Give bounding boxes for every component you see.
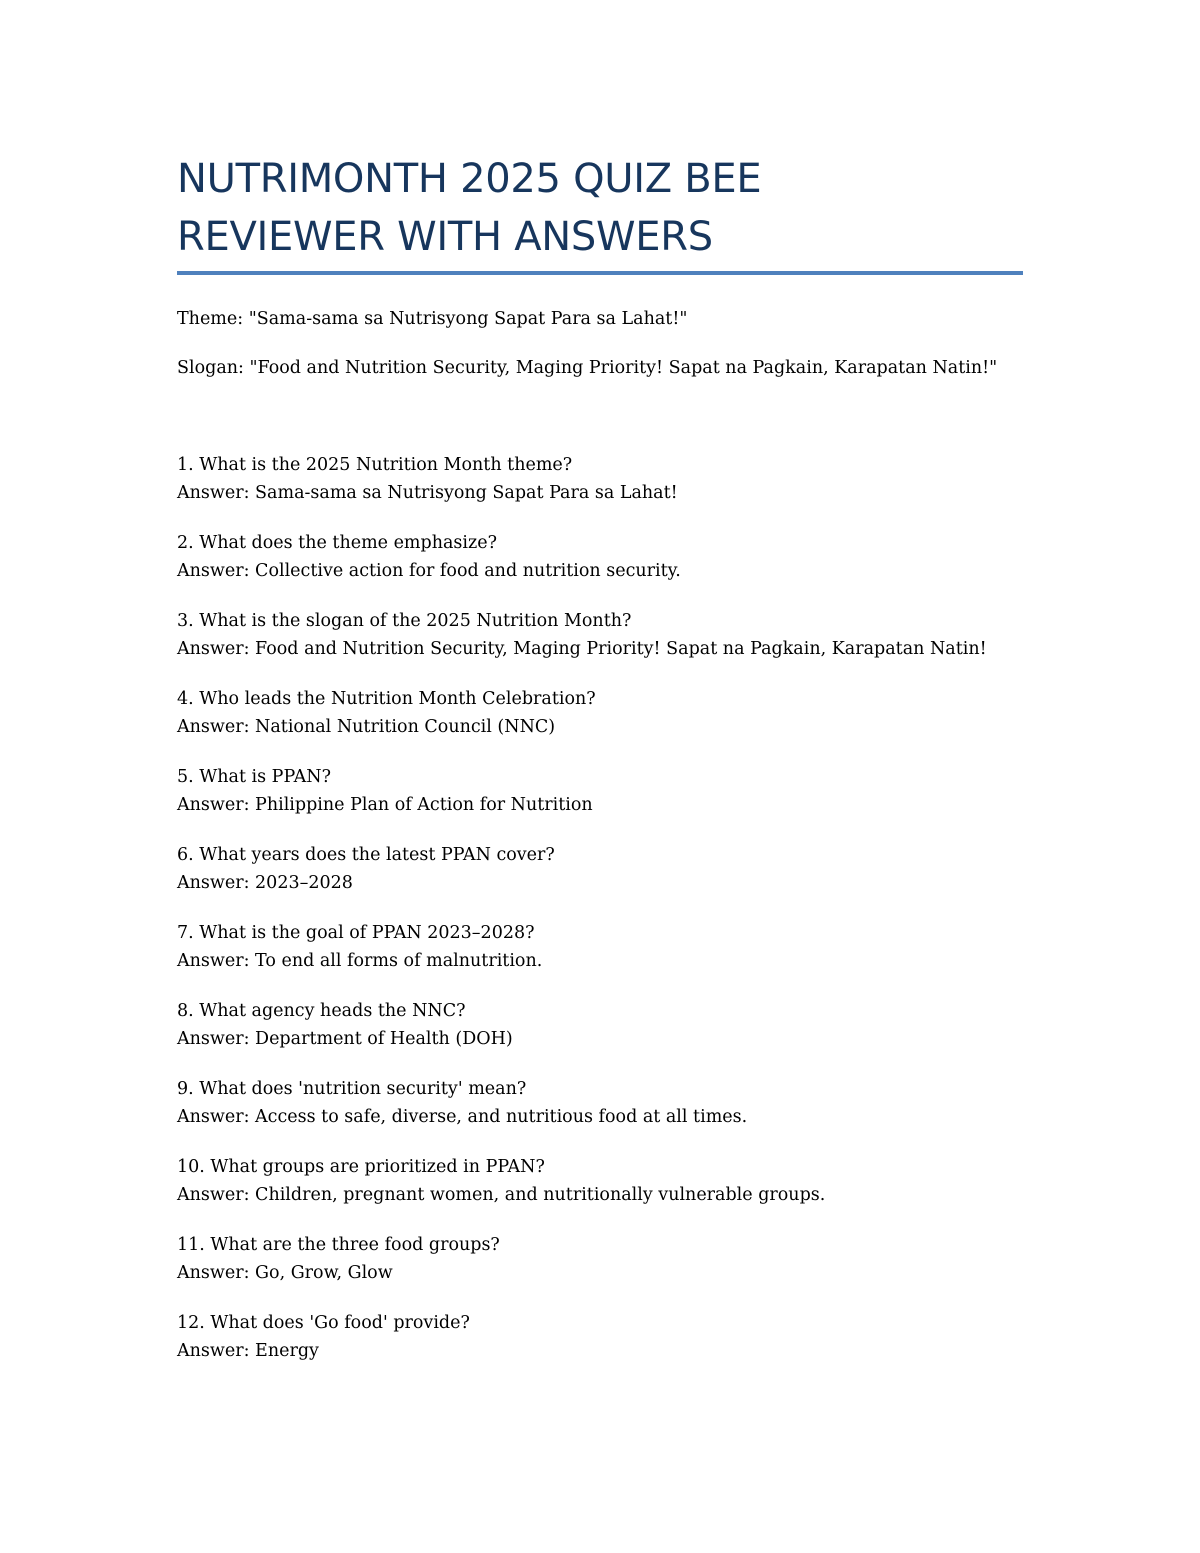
title-underline-divider bbox=[177, 271, 1023, 275]
answer-text: Answer: Energy bbox=[177, 1341, 319, 1361]
answer-text: Answer: Access to safe, diverse, and nutritious food at all times. bbox=[177, 1107, 748, 1127]
answer-text: Answer: Children, pregnant women, and nutritionally vulnerable groups. bbox=[177, 1185, 826, 1205]
answer-text: Answer: Go, Grow, Glow bbox=[177, 1263, 393, 1283]
qa-item bbox=[177, 685, 987, 741]
page-title bbox=[177, 150, 1037, 266]
qa-item bbox=[177, 1075, 987, 1131]
qa-item bbox=[177, 841, 987, 897]
title-line-2: REVIEWER WITH ANSWERS bbox=[177, 214, 713, 260]
title-line-1: NUTRIMONTH 2025 QUIZ BEE bbox=[177, 156, 762, 202]
qa-item bbox=[177, 1231, 987, 1287]
question-text: 8. What agency heads the NNC? bbox=[177, 1001, 466, 1021]
qa-item bbox=[177, 451, 987, 507]
answer-text: Answer: Sama-sama sa Nutrisyong Sapat Para sa Lahat! bbox=[177, 483, 678, 503]
question-text: 4. Who leads the Nutrition Month Celebration? bbox=[177, 689, 596, 709]
answer-text: Answer: Philippine Plan of Action for Nutrition bbox=[177, 795, 593, 815]
slogan-line: Slogan: "Food and Nutrition Security, Maging Priority! Sapat na Pagkain, Karapatan Natin!" bbox=[177, 358, 998, 378]
answer-text: Answer: To end all forms of malnutrition. bbox=[177, 951, 543, 971]
question-text: 9. What does 'nutrition security' mean? bbox=[177, 1079, 527, 1099]
answer-text: Answer: National Nutrition Council (NNC) bbox=[177, 717, 556, 737]
answer-text: Answer: Food and Nutrition Security, Maging Priority! Sapat na Pagkain, Karapatan Natin! bbox=[177, 639, 987, 659]
qa-item bbox=[177, 919, 987, 975]
qa-item bbox=[177, 1309, 987, 1365]
question-text: 6. What years does the latest PPAN cover? bbox=[177, 845, 555, 865]
qa-item bbox=[177, 763, 987, 819]
question-text: 12. What does 'Go food' provide? bbox=[177, 1313, 470, 1333]
question-text: 7. What is the goal of PPAN 2023–2028? bbox=[177, 923, 535, 943]
qa-item bbox=[177, 529, 987, 585]
answer-text: Answer: Department of Health (DOH) bbox=[177, 1029, 513, 1049]
question-text: 5. What is PPAN? bbox=[177, 767, 331, 787]
answer-text: Answer: Collective action for food and nutrition security. bbox=[177, 561, 681, 581]
question-answer-list bbox=[177, 451, 987, 1387]
question-text: 2. What does the theme emphasize? bbox=[177, 533, 497, 553]
question-text: 11. What are the three food groups? bbox=[177, 1235, 500, 1255]
theme-line: Theme: "Sama-sama sa Nutrisyong Sapat Para sa Lahat!" bbox=[177, 309, 688, 329]
qa-item bbox=[177, 1153, 987, 1209]
question-text: 3. What is the slogan of the 2025 Nutrition Month? bbox=[177, 611, 632, 631]
qa-item bbox=[177, 997, 987, 1053]
qa-item bbox=[177, 607, 987, 663]
question-text: 1. What is the 2025 Nutrition Month theme? bbox=[177, 455, 573, 475]
question-text: 10. What groups are prioritized in PPAN? bbox=[177, 1157, 545, 1177]
answer-text: Answer: 2023–2028 bbox=[177, 873, 353, 893]
